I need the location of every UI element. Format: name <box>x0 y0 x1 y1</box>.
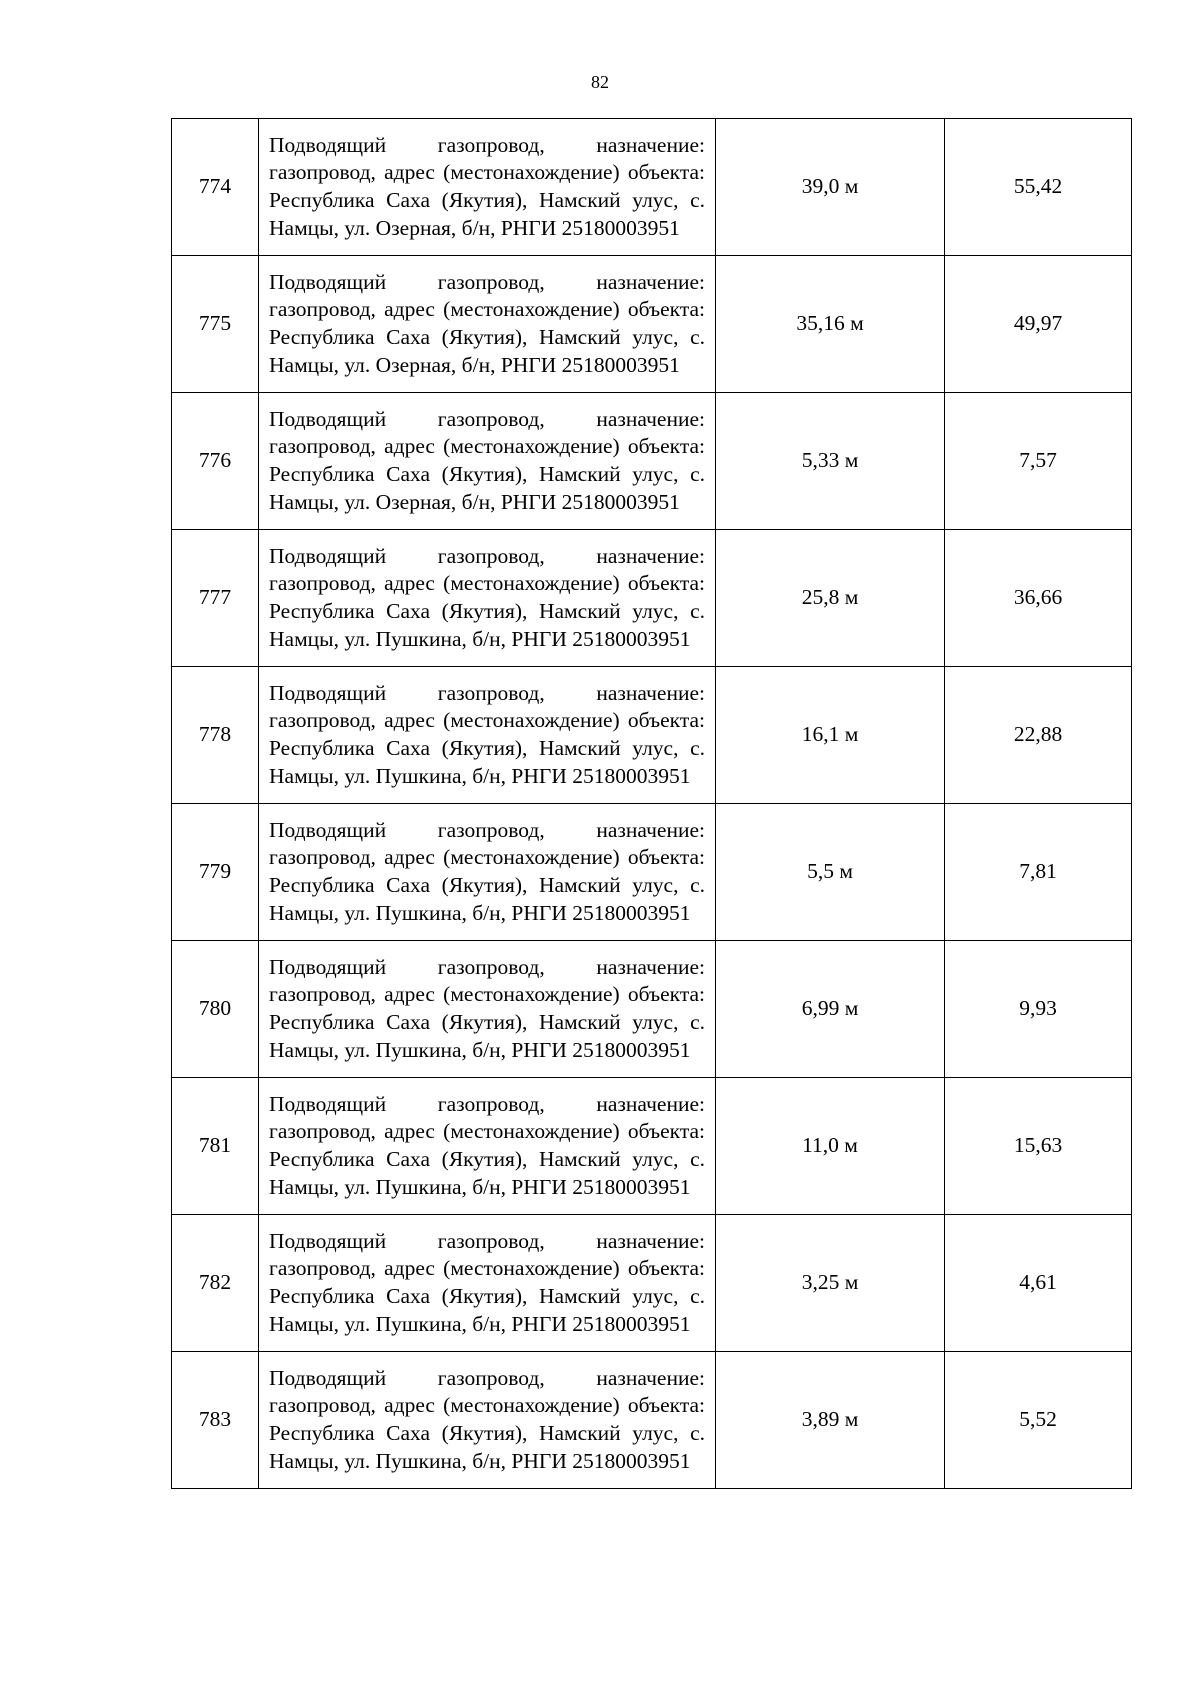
object-length: 3,89 м <box>716 1352 945 1489</box>
object-description: Подводящий газопровод, назначение: газопровод, адрес (местонахождение) объекта: Республика Саха (Якутия), Намский улус, с. Намцы, ул. Пушкина, б/н, РНГИ 25180003951 <box>259 667 716 804</box>
object-value: 22,88 <box>945 667 1132 804</box>
object-length: 11,0 м <box>716 1078 945 1215</box>
object-description: Подводящий газопровод, назначение: газопровод, адрес (местонахождение) объекта: Республика Саха (Якутия), Намский улус, с. Намцы, ул. Пушкина, б/н, РНГИ 25180003951 <box>259 1215 716 1352</box>
page-number: 82 <box>591 72 609 92</box>
table-row <box>172 256 1132 393</box>
table-row <box>172 1352 1132 1489</box>
table-row <box>172 393 1132 530</box>
object-description: Подводящий газопровод, назначение: газопровод, адрес (местонахождение) объекта: Республика Саха (Якутия), Намский улус, с. Намцы, ул. Пушкина, б/н, РНГИ 25180003951 <box>259 530 716 667</box>
table-row <box>172 530 1132 667</box>
row-number: 780 <box>172 941 259 1078</box>
row-number: 775 <box>172 256 259 393</box>
row-number: 778 <box>172 667 259 804</box>
object-length: 16,1 м <box>716 667 945 804</box>
table-row <box>172 1215 1132 1352</box>
table-row <box>172 1078 1132 1215</box>
table-row <box>172 119 1132 256</box>
row-number: 779 <box>172 804 259 941</box>
table-row <box>172 667 1132 804</box>
object-length: 3,25 м <box>716 1215 945 1352</box>
row-number: 774 <box>172 119 259 256</box>
object-value: 49,97 <box>945 256 1132 393</box>
row-number: 781 <box>172 1078 259 1215</box>
row-number: 776 <box>172 393 259 530</box>
row-number: 782 <box>172 1215 259 1352</box>
registry-table-body <box>172 119 1132 1489</box>
object-length: 5,33 м <box>716 393 945 530</box>
object-length: 6,99 м <box>716 941 945 1078</box>
registry-table <box>171 118 1132 1489</box>
object-value: 7,81 <box>945 804 1132 941</box>
object-description: Подводящий газопровод, назначение: газопровод, адрес (местонахождение) объекта: Республика Саха (Якутия), Намский улус, с. Намцы, ул. Озерная, б/н, РНГИ 25180003951 <box>259 393 716 530</box>
object-description: Подводящий газопровод, назначение: газопровод, адрес (местонахождение) объекта: Республика Саха (Якутия), Намский улус, с. Намцы, ул. Пушкина, б/н, РНГИ 25180003951 <box>259 1078 716 1215</box>
object-description: Подводящий газопровод, назначение: газопровод, адрес (местонахождение) объекта: Республика Саха (Якутия), Намский улус, с. Намцы, ул. Пушкина, б/н, РНГИ 25180003951 <box>259 804 716 941</box>
object-description: Подводящий газопровод, назначение: газопровод, адрес (местонахождение) объекта: Республика Саха (Якутия), Намский улус, с. Намцы, ул. Пушкина, б/н, РНГИ 25180003951 <box>259 1352 716 1489</box>
object-value: 7,57 <box>945 393 1132 530</box>
object-length: 5,5 м <box>716 804 945 941</box>
object-value: 55,42 <box>945 119 1132 256</box>
object-value: 4,61 <box>945 1215 1132 1352</box>
object-value: 36,66 <box>945 530 1132 667</box>
row-number: 783 <box>172 1352 259 1489</box>
object-length: 25,8 м <box>716 530 945 667</box>
object-value: 5,52 <box>945 1352 1132 1489</box>
object-value: 9,93 <box>945 941 1132 1078</box>
table-row <box>172 804 1132 941</box>
object-description: Подводящий газопровод, назначение: газопровод, адрес (местонахождение) объекта: Республика Саха (Якутия), Намский улус, с. Намцы, ул. Пушкина, б/н, РНГИ 25180003951 <box>259 941 716 1078</box>
object-length: 39,0 м <box>716 119 945 256</box>
object-length: 35,16 м <box>716 256 945 393</box>
table-row <box>172 941 1132 1078</box>
row-number: 777 <box>172 530 259 667</box>
object-value: 15,63 <box>945 1078 1132 1215</box>
object-description: Подводящий газопровод, назначение: газопровод, адрес (местонахождение) объекта: Республика Саха (Якутия), Намский улус, с. Намцы, ул. Озерная, б/н, РНГИ 25180003951 <box>259 256 716 393</box>
object-description: Подводящий газопровод, назначение: газопровод, адрес (местонахождение) объекта: Республика Саха (Якутия), Намский улус, с. Намцы, ул. Озерная, б/н, РНГИ 25180003951 <box>259 119 716 256</box>
